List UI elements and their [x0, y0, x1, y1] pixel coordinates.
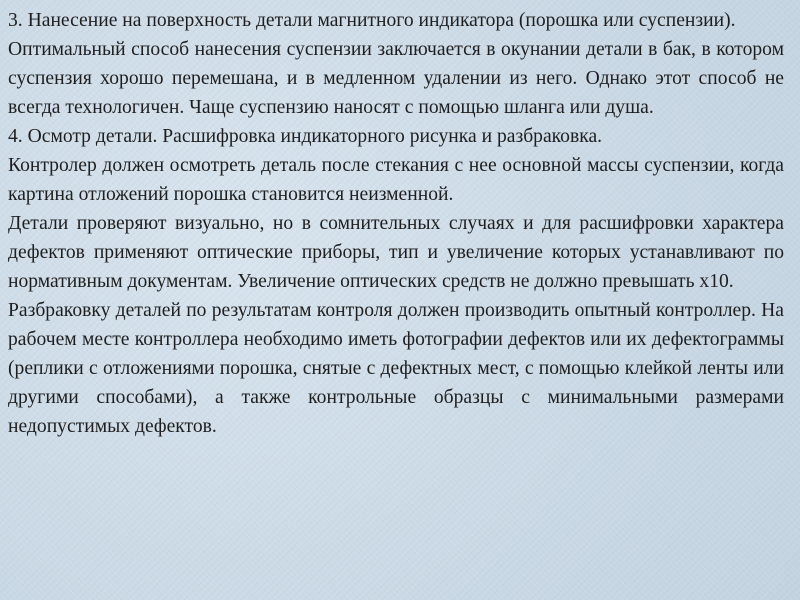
paragraph-inspection-timing: Контролер должен осмотреть деталь после стекания с нее основной массы суспензии, когда картина отложений порошка становится неизменной. [8, 155, 784, 205]
slide-text-body [8, 6, 784, 441]
paragraph-step-4-heading: 4. Осмотр детали. Расшифровка индикаторного рисунка и разбраковка. [8, 126, 603, 147]
paragraph-sorting: Разбраковку деталей по результатам контроля должен производить опытный контроллер. На рабочем месте контроллера необходимо иметь фотографии дефектов или их дефектограммы (реплики с отложениями порошка, снятые с дефектных мест, с помощью клейкой ленты или другими способами), а также контрольные образцы с минимальными размерами недопустимых дефектов. [8, 300, 784, 437]
paragraph-suspension-method: Оптимальный способ нанесения суспензии заключается в окунании детали в бак, в котором суспензия хорошо перемешана, и в медленном удалении из него. Однако этот способ не всегда технологичен. Чаще суспензию наносят с помощью шланга или душа. [8, 39, 784, 118]
paragraph-visual-inspection: Детали проверяют визуально, но в сомнительных случаях и для расшифровки характера дефектов применяют оптические приборы, тип и увеличение которых устанавливают по нормативным документам. Увеличение оптических средств не должно превышать х10. [8, 213, 784, 292]
paragraph-step-3-heading: 3. Нанесение на поверхность детали магнитного индикатора (порошка или суспензии). [8, 10, 736, 31]
